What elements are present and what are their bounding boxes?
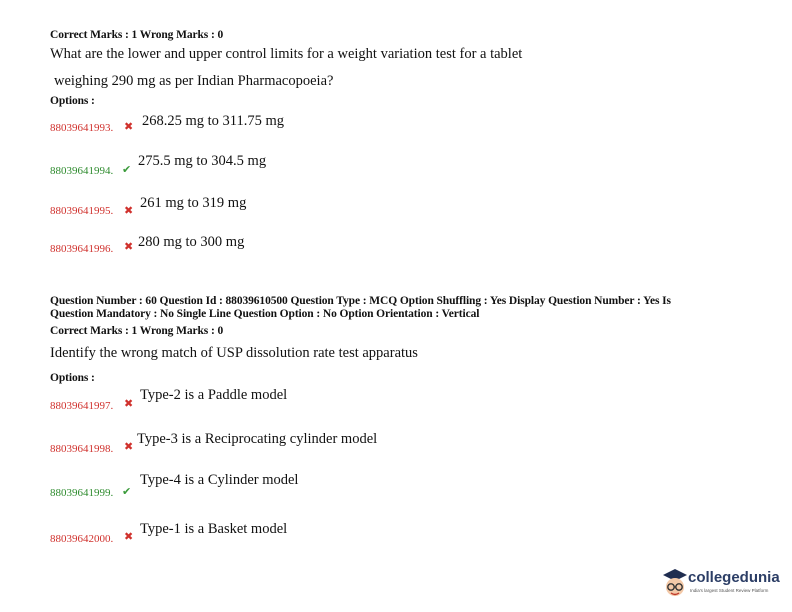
q60-info-line1: Question Number : 60 Question Id : 88039610500 Question Type : MCQ Option Shuffling : Yes Display Question Number : Yes Is (50, 295, 671, 307)
correct-check-icon: ✔ (122, 485, 132, 498)
option-id: 88039641994. (50, 165, 114, 177)
wrong-mark-icon: ✖ (124, 204, 134, 217)
wrong-mark-icon: ✖ (124, 120, 134, 133)
wrong-mark-icon: ✖ (124, 530, 134, 543)
option-text: 268.25 mg to 311.75 mg (142, 113, 285, 129)
q60-info-line2: Question Mandatory : No Single Line Question Option : No Option Orientation : Vertical (50, 308, 480, 320)
wrong-mark-icon: ✖ (124, 397, 134, 410)
q59-options-label: Options : (50, 95, 95, 107)
option-id: 88039641993. (50, 122, 114, 134)
logo-tagline: India's largest Student Review Platform (690, 588, 769, 593)
q60-options-label: Options : (50, 372, 95, 384)
option-text: 275.5 mg to 304.5 mg (138, 153, 267, 169)
option-id: 88039641999. (50, 487, 114, 499)
q60-marks: Correct Marks : 1 Wrong Marks : 0 (50, 325, 224, 337)
collegedunia-logo (660, 566, 786, 602)
correct-check-icon: ✔ (122, 163, 132, 176)
q60-question: Identify the wrong match of USP dissolution rate test apparatus (50, 345, 418, 361)
logo-name: collegedunia (688, 569, 780, 586)
q59-marks: Correct Marks : 1 Wrong Marks : 0 (50, 29, 224, 41)
option-id: 88039641996. (50, 243, 114, 255)
option-text: Type-1 is a Basket model (140, 521, 288, 537)
option-text: 261 mg to 319 mg (140, 195, 247, 211)
option-id: 88039642000. (50, 533, 114, 545)
mascot-icon (660, 566, 690, 600)
q59-question-line2: weighing 290 mg as per Indian Pharmacopoeia? (54, 73, 334, 89)
option-text: Type-4 is a Cylinder model (140, 472, 299, 488)
q59-question-line1: What are the lower and upper control limits for a weight variation test for a tablet (50, 46, 523, 62)
wrong-mark-icon: ✖ (124, 440, 134, 453)
wrong-mark-icon: ✖ (124, 240, 134, 253)
option-id: 88039641998. (50, 443, 114, 455)
option-id: 88039641995. (50, 205, 114, 217)
option-text: 280 mg to 300 mg (138, 234, 245, 250)
option-text: Type-2 is a Paddle model (140, 387, 288, 403)
option-text: Type-3 is a Reciprocating cylinder model (137, 431, 378, 447)
option-id: 88039641997. (50, 400, 114, 412)
